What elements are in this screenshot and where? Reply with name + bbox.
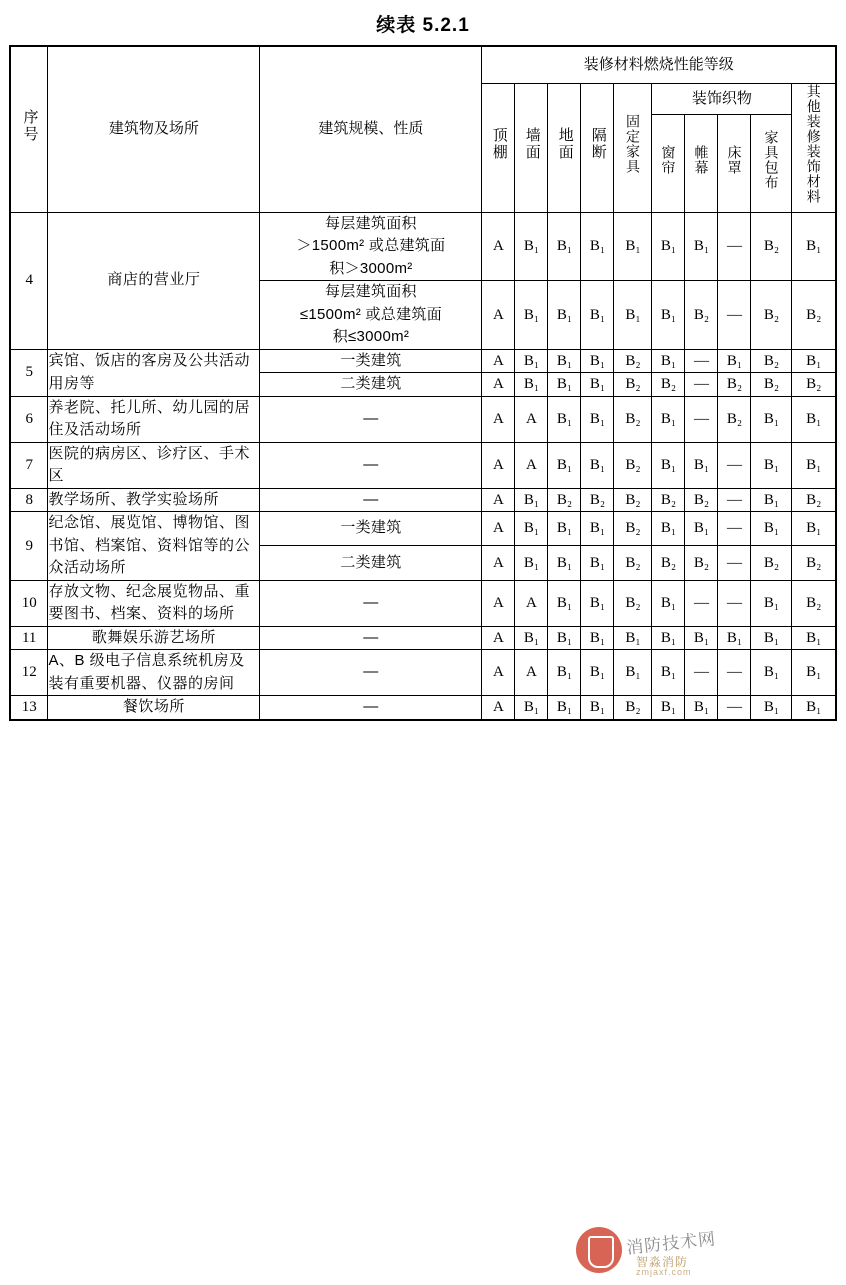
row-scale-line: ＞1500m² 或总建筑面 [296, 237, 446, 254]
grade-cell: B₂ [718, 373, 751, 397]
grade-cell: B₁ [652, 281, 685, 350]
row-scale [260, 696, 482, 720]
row-seq: 7 [10, 442, 48, 488]
grade-cell: A [482, 626, 515, 650]
grade-cell: — [718, 650, 751, 696]
row-scale [260, 349, 482, 373]
grade-cell: B₂ [614, 488, 652, 512]
grade-cell: B₁ [515, 488, 548, 512]
header-upholstery [751, 115, 792, 213]
grade-cell: B₂ [751, 281, 792, 350]
grade-cell: — [718, 212, 751, 281]
grade-cell: B₂ [685, 488, 718, 512]
header-curtain [652, 115, 685, 213]
grade-cell: B₁ [614, 626, 652, 650]
grade-cell: B₁ [685, 696, 718, 720]
grade-cell: B₁ [515, 349, 548, 373]
grade-cell: B₂ [614, 373, 652, 397]
grade-cell: — [718, 442, 751, 488]
grade-cell: B₁ [792, 396, 836, 442]
grade-cell: B₁ [581, 281, 614, 350]
header-bedcover-label: 床罩 [726, 144, 743, 175]
table-row [10, 488, 836, 512]
grade-cell: B₂ [652, 488, 685, 512]
header-wall-label: 墙面 [523, 127, 541, 161]
header-ceiling-label: 顶棚 [490, 127, 508, 161]
grade-cell: A [515, 580, 548, 626]
row-scale-line: — [363, 490, 379, 508]
fire-shield-icon [576, 1227, 622, 1273]
row-seq: 9 [10, 512, 48, 581]
table-row [10, 212, 836, 281]
grade-cell: B₂ [751, 546, 792, 580]
row-seq: 6 [10, 396, 48, 442]
grade-cell: — [718, 488, 751, 512]
table-header [10, 46, 836, 212]
grade-cell: B₁ [581, 442, 614, 488]
row-scale [260, 373, 482, 397]
grade-cell: B₁ [548, 396, 581, 442]
row-seq: 13 [10, 696, 48, 720]
header-drape [685, 115, 718, 213]
row-scale-line: ≤1500m² 或总建筑面 [299, 305, 443, 323]
row-scope: 教学场所、教学实验场所 [48, 488, 260, 512]
grade-cell: B₁ [515, 373, 548, 397]
row-seq: 11 [10, 626, 48, 650]
row-seq: 4 [10, 212, 48, 349]
header-partition-label: 隔断 [589, 127, 607, 161]
row-scope: 歌舞娱乐游艺场所 [48, 626, 260, 650]
table-row [10, 512, 836, 546]
grade-cell: B₁ [792, 442, 836, 488]
grade-cell: B₁ [515, 546, 548, 580]
grade-cell: — [718, 546, 751, 580]
grade-cell: A [482, 546, 515, 580]
row-scope: 医院的病房区、诊疗区、手术区 [48, 442, 260, 488]
grade-cell: — [685, 349, 718, 373]
grade-cell: B₂ [792, 488, 836, 512]
row-scale [260, 212, 482, 281]
watermark-sub: 智淼消防 [636, 1255, 689, 1269]
header-partition [581, 84, 614, 213]
grade-cell: B₂ [614, 580, 652, 626]
grade-cell: A [482, 281, 515, 350]
grade-cell: A [482, 212, 515, 281]
grade-cell: B₁ [581, 396, 614, 442]
grade-cell: B₁ [652, 212, 685, 281]
row-scope: 纪念馆、展览馆、博物馆、图书馆、档案馆、资料馆等的公众活动场所 [48, 512, 260, 581]
grade-cell: B₂ [614, 396, 652, 442]
grade-cell: B₁ [581, 349, 614, 373]
grade-cell: B₁ [515, 626, 548, 650]
grade-cell: B₁ [581, 580, 614, 626]
row-scope: 存放文物、纪念展览物品、重要图书、档案、资料的场所 [48, 580, 260, 626]
row-scale [260, 626, 482, 650]
grade-cell: B₁ [652, 349, 685, 373]
table-row [10, 580, 836, 626]
grade-cell: B₁ [685, 512, 718, 546]
grade-cell: — [718, 696, 751, 720]
row-scale-line: — [363, 455, 379, 473]
grade-cell: B₁ [792, 626, 836, 650]
row-scale [260, 512, 482, 546]
grade-cell: B₁ [792, 512, 836, 546]
row-scale [260, 488, 482, 512]
grade-cell: B₁ [581, 546, 614, 580]
header-seq [10, 46, 48, 212]
grade-cell: A [515, 396, 548, 442]
grade-cell: — [718, 281, 751, 350]
grade-cell: B₂ [792, 373, 836, 397]
row-scope: 养老院、托儿所、幼儿园的居住及活动场所 [48, 396, 260, 442]
grade-cell: B₁ [548, 212, 581, 281]
header-upholstery-label: 家具包布 [763, 129, 780, 190]
row-scale-line: 积＞3000m² [329, 259, 413, 277]
grade-cell: B₁ [515, 512, 548, 546]
row-seq: 5 [10, 349, 48, 396]
header-other [792, 84, 836, 213]
grade-cell: B₁ [652, 396, 685, 442]
grade-cell: B₂ [614, 512, 652, 546]
header-seq-label: 序号 [21, 108, 39, 143]
row-scale-line: — [363, 628, 379, 646]
grade-cell: B₁ [515, 212, 548, 281]
grade-cell: B₁ [548, 696, 581, 720]
grade-cell: B₁ [718, 626, 751, 650]
grade-cell: B₁ [614, 281, 652, 350]
grade-cell: B₁ [718, 349, 751, 373]
grade-cell: B₂ [614, 349, 652, 373]
grade-cell: B₁ [792, 650, 836, 696]
row-scale [260, 281, 482, 350]
row-seq: 8 [10, 488, 48, 512]
grade-cell: B₁ [548, 580, 581, 626]
header-curtain-label: 窗帘 [660, 144, 677, 175]
table-row [10, 396, 836, 442]
grade-cell: B₁ [792, 212, 836, 281]
grade-cell: B₁ [548, 512, 581, 546]
grade-cell: B₁ [751, 580, 792, 626]
row-scale [260, 650, 482, 696]
grade-cell: B₂ [614, 442, 652, 488]
grade-cell: B₁ [581, 650, 614, 696]
row-scale-line: 每层建筑面积 [325, 283, 417, 300]
grade-cell: B₁ [614, 212, 652, 281]
grade-cell: A [515, 650, 548, 696]
grade-cell: B₁ [685, 212, 718, 281]
grade-cell: A [482, 373, 515, 397]
grade-cell: B₁ [751, 442, 792, 488]
row-scale-line: — [363, 663, 379, 681]
grade-cell: A [482, 488, 515, 512]
header-fixed-furniture-label: 固定家具 [624, 114, 641, 174]
header-fixed-furniture [614, 84, 652, 213]
row-scope: 宾馆、饭店的客房及公共活动用房等 [48, 349, 260, 396]
grade-cell: B₁ [751, 396, 792, 442]
header-scope: 建筑物及场所 [48, 46, 260, 212]
grade-cell: B₁ [581, 512, 614, 546]
table-row [10, 626, 836, 650]
grade-cell: B₁ [652, 650, 685, 696]
grade-cell: B₂ [685, 546, 718, 580]
header-floor-label: 地面 [556, 127, 574, 161]
table-body [10, 212, 836, 720]
grade-cell: B₁ [652, 626, 685, 650]
grade-cell: B₁ [751, 626, 792, 650]
grade-cell: B₁ [548, 626, 581, 650]
table-row [10, 442, 836, 488]
grade-cell: B₂ [581, 488, 614, 512]
grade-cell: B₂ [751, 349, 792, 373]
grade-cell: — [685, 650, 718, 696]
grade-cell: — [685, 373, 718, 397]
grade-cell: B₁ [515, 281, 548, 350]
grade-cell: B₂ [652, 546, 685, 580]
grade-cell: B₂ [751, 212, 792, 281]
row-scale-line: 每层建筑面积 [325, 214, 417, 232]
row-seq: 12 [10, 650, 48, 696]
header-wall [515, 84, 548, 213]
watermark [570, 1223, 820, 1279]
grade-cell: B₁ [685, 442, 718, 488]
grade-cell: B₂ [548, 488, 581, 512]
grade-cell: A [515, 442, 548, 488]
header-group-textile: 装饰织物 [652, 84, 792, 115]
grade-cell: B₂ [652, 373, 685, 397]
grade-cell: B₁ [652, 512, 685, 546]
table-row [10, 696, 836, 720]
grade-cell: A [482, 512, 515, 546]
grade-cell: — [685, 580, 718, 626]
row-scale-line: — [363, 593, 379, 611]
grade-cell: B₁ [515, 696, 548, 720]
grade-cell: — [718, 512, 751, 546]
grade-cell: — [685, 396, 718, 442]
fire-performance-table [9, 45, 837, 721]
header-ceiling [482, 84, 515, 213]
row-scale-line: 一类建筑 [340, 351, 402, 369]
row-scale-line: 二类建筑 [340, 375, 402, 392]
watermark-brand: 消防技术网 [625, 1229, 717, 1258]
row-scale-line: 二类建筑 [340, 553, 402, 571]
table-row [10, 349, 836, 373]
grade-cell: B₁ [652, 580, 685, 626]
grade-cell: B₁ [685, 626, 718, 650]
grade-cell: B₁ [581, 212, 614, 281]
grade-cell: A [482, 349, 515, 373]
grade-cell: B₁ [751, 488, 792, 512]
grade-cell: B₁ [581, 373, 614, 397]
grade-cell: B₂ [685, 281, 718, 350]
row-scale-line: — [363, 698, 379, 715]
grade-cell: B₁ [652, 696, 685, 720]
watermark-sub2: zmjaxf.com [636, 1267, 692, 1277]
header-row-1 [10, 46, 836, 84]
grade-cell: B₁ [751, 512, 792, 546]
header-other-label: 其他装修装饰材料 [805, 84, 822, 204]
grade-cell: B₂ [614, 546, 652, 580]
page-title: 续表 5.2.1 [376, 15, 470, 36]
grade-cell: B₂ [792, 281, 836, 350]
grade-cell: A [482, 696, 515, 720]
row-scale [260, 580, 482, 626]
grade-cell: B₂ [751, 373, 792, 397]
grade-cell: A [482, 650, 515, 696]
grade-cell: B₁ [548, 650, 581, 696]
grade-cell: B₁ [581, 696, 614, 720]
row-scale [260, 546, 482, 580]
row-scale [260, 396, 482, 442]
header-scale: 建筑规模、性质 [260, 46, 482, 212]
row-seq: 10 [10, 580, 48, 626]
grade-cell: B₁ [751, 696, 792, 720]
header-group-performance: 装修材料燃烧性能等级 [482, 46, 836, 84]
grade-cell: B₁ [548, 546, 581, 580]
row-scope: A、B 级电子信息系统机房及装有重要机器、仪器的房间 [48, 650, 260, 696]
row-scale [260, 442, 482, 488]
grade-cell: B₁ [751, 650, 792, 696]
grade-cell: B₂ [792, 546, 836, 580]
row-scale-line: 一类建筑 [340, 519, 402, 537]
grade-cell: B₁ [548, 349, 581, 373]
grade-cell: B₁ [581, 626, 614, 650]
table-row [10, 650, 836, 696]
header-bedcover [718, 115, 751, 213]
header-floor [548, 84, 581, 213]
grade-cell: B₂ [792, 580, 836, 626]
row-scale-line: 积≤3000m² [332, 328, 410, 345]
grade-cell: B₁ [548, 281, 581, 350]
grade-cell: A [482, 580, 515, 626]
row-scope: 餐饮场所 [48, 696, 260, 720]
grade-cell: — [718, 580, 751, 626]
grade-cell: B₁ [548, 442, 581, 488]
header-drape-label: 帷幕 [693, 144, 710, 175]
grade-cell: B₁ [792, 349, 836, 373]
grade-cell: B₂ [718, 396, 751, 442]
grade-cell: B₁ [548, 373, 581, 397]
grade-cell: B₂ [614, 696, 652, 720]
grade-cell: B₁ [614, 650, 652, 696]
grade-cell: B₁ [652, 442, 685, 488]
grade-cell: B₁ [792, 696, 836, 720]
grade-cell: A [482, 396, 515, 442]
row-scale-line: — [363, 409, 379, 427]
row-scope: 商店的营业厅 [48, 212, 260, 349]
grade-cell: A [482, 442, 515, 488]
